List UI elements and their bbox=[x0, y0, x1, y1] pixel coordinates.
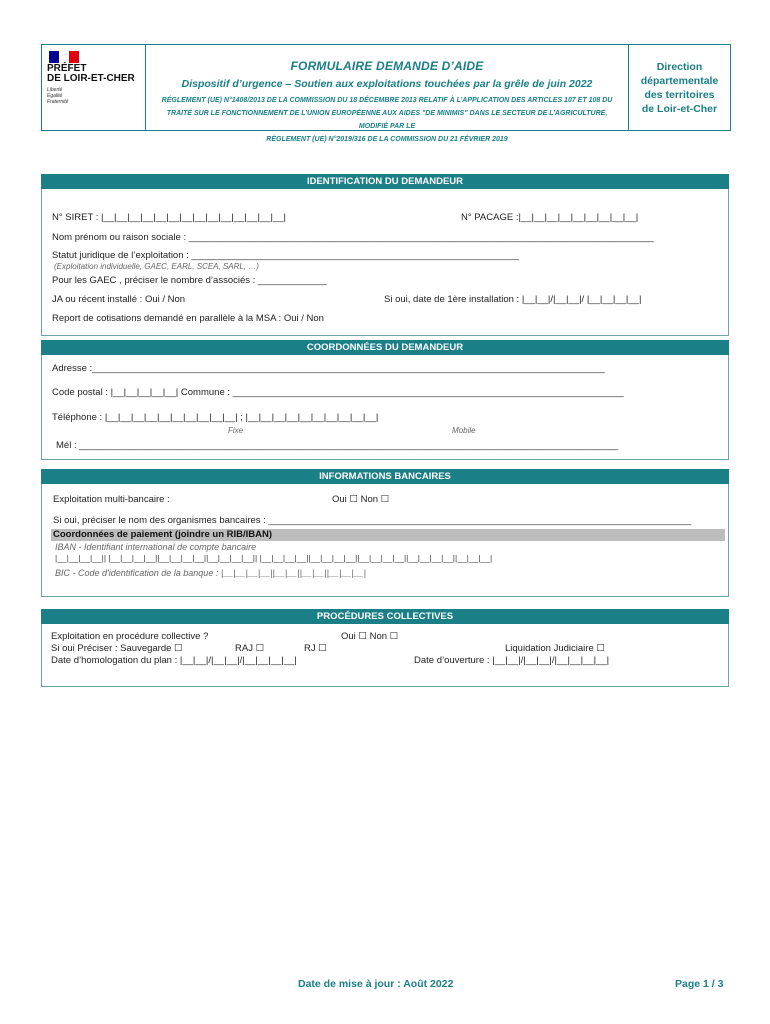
update-date: Date de mise à jour : Août 2022 bbox=[298, 978, 454, 990]
logo-motto: Liberté Égalité Fraternité bbox=[47, 87, 69, 105]
pacage-field[interactable]: N° PACAGE :|__|__|__|__|__|__|__|__|__| bbox=[461, 212, 639, 223]
adresse-field[interactable]: Adresse :_________________________________________________________________________________________________ bbox=[52, 363, 605, 374]
section-procedures-title: PROCÉDURES COLLECTIVES bbox=[41, 609, 729, 624]
gaec-field[interactable]: Pour les GAEC , préciser le nombre d’associés : _____________ bbox=[52, 275, 327, 286]
section-bancaire-title: INFORMATIONS BANCAIRES bbox=[41, 469, 729, 484]
page-number: Page 1 / 3 bbox=[675, 978, 724, 990]
multi-bancaire-checkboxes[interactable]: Oui ☐ Non ☐ bbox=[332, 494, 390, 505]
statut-field[interactable]: Statut juridique de l’exploitation : ______________________________________________________________ bbox=[52, 250, 519, 261]
telephone-field[interactable]: Téléphone : |__|__|__|__|__|__|__|__|__|__| ; |__|__|__|__|__|__|__|__|__|__| bbox=[52, 412, 379, 423]
form-subtitle: Dispositif d’urgence – Soutien aux exploitations touchées par la grêle de juin 2022 bbox=[181, 78, 593, 90]
ja-field[interactable]: JA ou récent installé : Oui / Non bbox=[52, 294, 186, 305]
form-title-block bbox=[146, 45, 629, 143]
iban-field[interactable]: |__|__|__|__|| |__|__|__|__||__|__|__|__||__|__|__|__|| |__|__|__|__||__|__|__|__||__|__|__|__||__|__|__|__||__|__|__| bbox=[55, 553, 493, 563]
logo-title: PRÉFET DE LOIR-ET-CHER bbox=[47, 63, 135, 84]
liquidation-checkbox[interactable]: Liquidation Judiciaire ☐ bbox=[505, 643, 605, 654]
regulation-line-2: TRAITÉ SUR LE FONCTIONNEMENT DE L’UNION EUROPÉENNE AUX AIDES "DE MINIMIS" DANS LE SECTEUR DE L’AGRICULTURE, MODIFIÉ PAR LE bbox=[166, 110, 608, 130]
bic-field[interactable]: BIC - Code d'identification de la banque : |__|__|__|__||__|__||__|__||__|__|__| bbox=[55, 568, 367, 578]
direction-block bbox=[629, 45, 730, 130]
mel-field[interactable]: Mél : ______________________________________________________________________________________________________ bbox=[56, 440, 619, 451]
homologation-date-field[interactable]: Date d’homologation du plan : |__|__|/|__|__|/|__|__|__|__| bbox=[51, 655, 297, 666]
organismes-field[interactable]: Si oui, préciser le nom des organismes bancaires : ________________________________________________________________________________ bbox=[53, 515, 692, 526]
form-title: FORMULAIRE DEMANDE D’AIDE bbox=[290, 59, 484, 73]
code-postal-field[interactable]: Code postal : |__|__|__|__|__| Commune : __________________________________________________________________________ bbox=[52, 387, 624, 398]
statut-hint: (Exploitation individuelle, GAEC, EARL, SCEA, SARL, …) bbox=[54, 262, 259, 271]
installation-date-field[interactable]: Si oui, date de 1ère installation : |__|__|/|__|__|/ |__|__|__|__| bbox=[384, 294, 642, 305]
french-flag-icon bbox=[49, 51, 79, 63]
procedure-checkboxes[interactable]: Oui ☐ Non ☐ bbox=[341, 631, 399, 642]
ouverture-date-field[interactable]: Date d’ouverture : |__|__|/|__|__|/|__|__|__|__| bbox=[414, 655, 610, 666]
section-coordonnees bbox=[41, 355, 729, 460]
siret-field[interactable]: N° SIRET : |__|__|__|__|__|__|__|__|__|__|__|__|__|__| bbox=[52, 212, 286, 223]
document-header bbox=[41, 44, 731, 143]
iban-label: IBAN - Identifiant international de compte bancaire bbox=[55, 542, 257, 552]
report-cotisations-field[interactable]: Report de cotisations demandé en parallèle à la MSA : Oui / Non bbox=[52, 313, 324, 324]
fixe-label: Fixe bbox=[228, 426, 244, 435]
raj-checkbox[interactable]: RAJ ☐ bbox=[235, 643, 265, 654]
nom-field[interactable]: Nom prénom ou raison sociale : ________________________________________________________________________________________ bbox=[52, 232, 654, 243]
prefecture-logo bbox=[42, 45, 146, 130]
sauvegarde-checkbox[interactable]: Si oui Préciser : Sauvegarde ☐ bbox=[51, 643, 183, 654]
section-identification-title: IDENTIFICATION DU DEMANDEUR bbox=[41, 174, 729, 189]
regulation-text bbox=[146, 94, 628, 146]
regulation-line-3: RÈGLEMENT (UE) N°2019/316 DE LA COMMISSION DU 21 FÉVRIER 2019 bbox=[266, 136, 508, 143]
regulation-line-1: RÉGLEMENT (UE) N°1408/2013 DE LA COMMISSION DU 18 DÉCEMBRE 2013 RELATIF À L’APPLICATION DES ARTICLES 107 ET 108 DU bbox=[161, 97, 613, 104]
section-coordonnees-title: COORDONNÉES DU DEMANDEUR bbox=[41, 340, 729, 355]
rj-checkbox[interactable]: RJ ☐ bbox=[304, 643, 327, 654]
procedure-question: Exploitation en procédure collective ? bbox=[51, 631, 209, 642]
section-procedures bbox=[41, 624, 729, 687]
mobile-label: Mobile bbox=[452, 426, 476, 435]
section-identification bbox=[41, 189, 729, 336]
multi-bancaire-label: Exploitation multi-bancaire : bbox=[53, 494, 170, 505]
coordonnees-paiement-heading: Coordonnées de paiement (joindre un RIB/IBAN) bbox=[51, 529, 725, 541]
direction-name: Direction départementale des territoires de Loir-et-Cher bbox=[640, 60, 719, 115]
